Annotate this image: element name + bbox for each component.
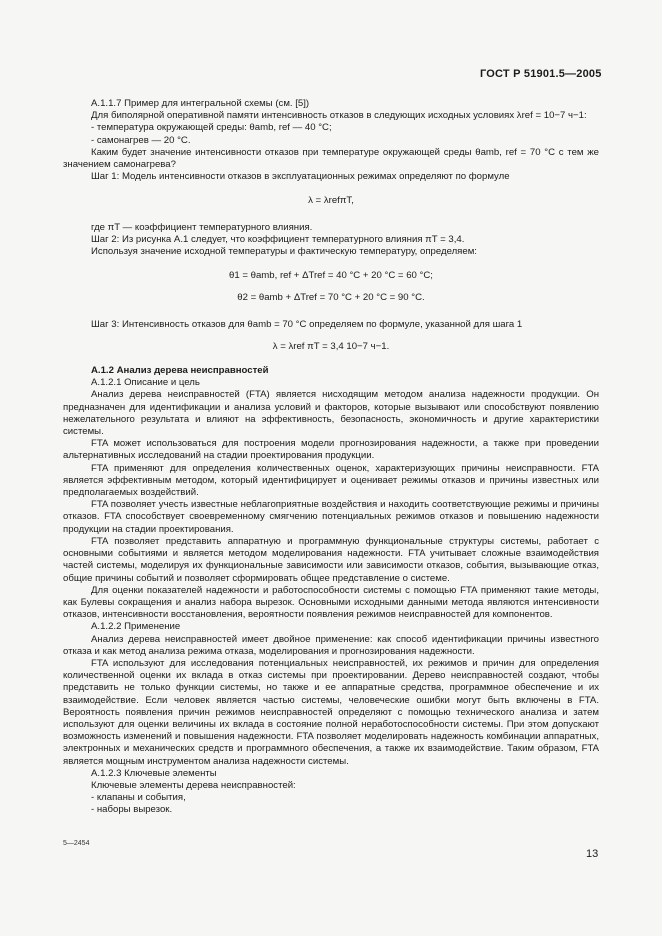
paragraph: где πT — коэффициент температурного влияния.: [91, 221, 313, 233]
paragraph: Шаг 3: Интенсивность отказов для θamb = 70 °С определяем по формуле, указанной для шага 1: [91, 318, 523, 330]
page-number: 13: [586, 848, 599, 860]
paragraph: FTA позволяет учесть известные неблагоприятные воздействия и находить соответствующие режимы и причины отказов. FTA способствует своевременному смягчению потенциальных режимов отказов и повышению надежности продукции на стадии проектирования.: [63, 499, 599, 535]
paragraph: FTA применяют для определения количественных оценок, характеризующих причины неисправности. FTA является эффективным методом, который идентифицирует и оценивает режимы отказов и причины известных или предполагаемых воздействий.: [63, 462, 599, 499]
paragraph: FTA может использоваться для построения модели прогнозирования надежности, а также при проведении альтернативных исследований на стадии проектирования продукции.: [63, 438, 599, 462]
paragraph: FTA используют для исследования потенциальных неисправностей, их режимов и причин для определения количественной оценки их вклада в отказ системы при проектировании. Дерево неисправностей создают, чтобы представить не только функции системы, но также и ее аппаратные средства, программное обеспечение и их взаимодействие. Если человек является частью системы, человеческие ошибки могут быть включены в FTA. Вероятность появления причин режимов неисправностей определяют с помощью технического анализа и затем используют для оценки величины их вклада в состояние полной неработоспособности системы. При этом допускают возможность изменений и повышения надежности. FTA позволяет моделировать надежность комбинации аппаратных, электронных и механических средств и программного обеспечения, а также их взаимодействие. Таким образом, FTA является мощным инструментом анализа надежности системы.: [63, 657, 599, 767]
paragraph: Анализ дерева неисправностей имеет двойное применение: как способ идентификации причины известного отказа и как метод анализа режима отказа, моделирования и прогнозирования надежности.: [63, 633, 599, 657]
section-heading: А.1.2 Анализ дерева неисправностей: [91, 365, 269, 377]
subsection-heading: А.1.2.3 Ключевые элементы: [91, 767, 217, 779]
document-code: ГОСТ Р 51901.5—2005: [480, 68, 602, 80]
paragraph: Шаг 2: Из рисунка А.1 следует, что коэффициент температурного влияния πT = 3,4.: [91, 233, 465, 245]
paragraph: Для биполярной оперативной памяти интенсивность отказов в следующих исходных условиях λref = 10−7 ч−1:: [91, 110, 587, 122]
subsection-heading: А.1.2.2 Применение: [91, 621, 181, 633]
formula: λ = λref πT = 3,4 10−7 ч−1.: [272, 340, 390, 352]
list-item: - клапаны и события,: [91, 792, 186, 804]
formula: λ = λrefπT,: [308, 195, 354, 207]
paragraph: Каким будет значение интенсивности отказов при температуре окружающей среды θamb, ref = 70 °С с тем же значением самонагрева?: [63, 146, 599, 171]
paragraph: А.1.1.7 Пример для интегральной схемы (см. [5]): [91, 98, 310, 109]
paragraph: - температура окружающей среды: θamb, ref — 40 °С;: [91, 122, 332, 134]
paragraph: Ключевые элементы дерева неисправностей:: [91, 779, 296, 791]
paragraph: Используя значение исходной температуры и фактическую температуру, определяем:: [91, 246, 477, 258]
paragraph: Для оценки показателей надежности и работоспособности системы с помощью FTA применяют такие методы, как Булевы сокращения и анализ набора вырезок. Основными исходными данными метода являются интенсивности отказов, интенсивности восстановления, вероятности появления режимов неисправностей для компонентов.: [63, 584, 599, 621]
paragraph: FTA позволяет представить аппаратную и программную функциональные структуры системы, работает с основными событиями и является методом моделирования надежности. FTA учитывает сложные взаимодействия частей системы, моделируя их функциональные зависимости или зависимости отказов, события, вызывающие отказ, общие причины событий и позволяет сформировать общее представление о системе.: [63, 535, 599, 584]
paragraph: Шаг 1: Модель интенсивности отказов в эксплуатационных режимах определяют по формуле: [91, 171, 510, 183]
body-text: [63, 98, 599, 817]
paragraph: Анализ дерева неисправностей (FTA) является нисходящим методом анализа надежности продукции. Он предназначен для идентификации и анализа условий и факторов, которые вызывают или способствуют появлению нежелательного результата и влияют на эффективность, безопасность, экономичность и другие характеристики системы.: [63, 389, 599, 438]
formula: θ2 = θamb + ΔTref = 70 °С + 20 °С = 90 °С.: [237, 292, 425, 304]
list-item: - наборы вырезок.: [91, 804, 173, 816]
print-mark: 5—2454: [63, 840, 90, 847]
paragraph: - самонагрев — 20 °С.: [91, 134, 191, 146]
subsection-heading: А.1.2.1 Описание и цель: [91, 377, 200, 389]
formula: θ1 = θamb, ref + ΔTref = 40 °С + 20 °С = 60 °С;: [229, 270, 433, 282]
